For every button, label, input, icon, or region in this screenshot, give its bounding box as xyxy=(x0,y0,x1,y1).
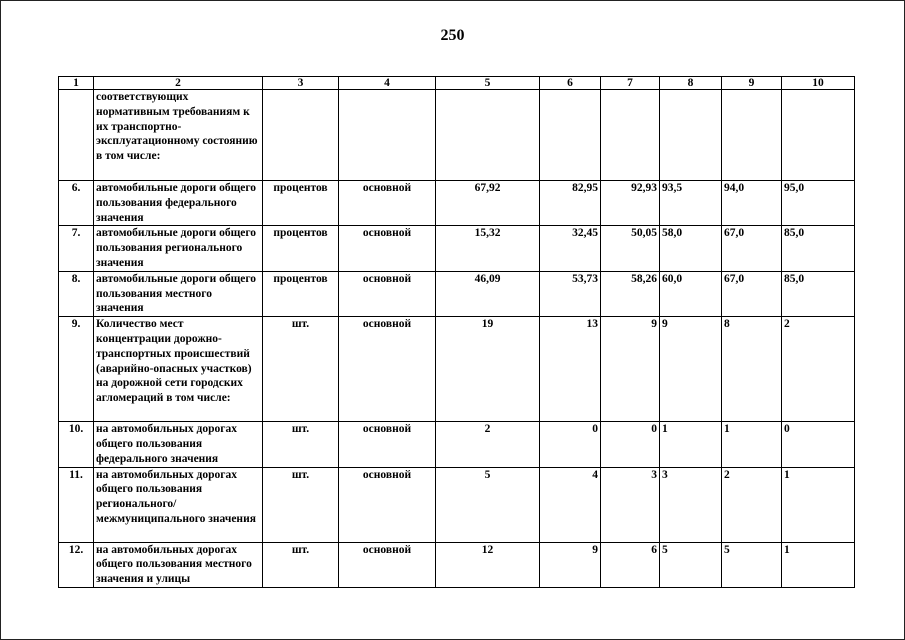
row-number: 9. xyxy=(59,317,94,422)
col-header: 9 xyxy=(722,77,782,90)
unit-cell: процентов xyxy=(263,181,339,226)
type-cell: основной xyxy=(339,422,436,467)
row-number: 11. xyxy=(59,467,94,542)
value-cell: 93,5 xyxy=(660,181,722,226)
value-cell: 3 xyxy=(601,467,660,542)
table-cell xyxy=(722,90,782,181)
value-cell: 58,0 xyxy=(660,226,722,271)
value-cell: 0 xyxy=(540,422,601,467)
table-cell xyxy=(540,90,601,181)
table-cell xyxy=(436,90,540,181)
value-cell: 67,0 xyxy=(722,271,782,316)
value-cell: 5 xyxy=(436,467,540,542)
value-cell: 5 xyxy=(722,542,782,587)
col-header: 3 xyxy=(263,77,339,90)
unit-cell: процентов xyxy=(263,226,339,271)
indicators-table xyxy=(58,76,855,588)
value-cell: 4 xyxy=(540,467,601,542)
col-header: 10 xyxy=(782,77,855,90)
value-cell: 67,92 xyxy=(436,181,540,226)
value-cell: 85,0 xyxy=(782,226,855,271)
table-row xyxy=(59,226,855,271)
value-cell: 1 xyxy=(722,422,782,467)
indicator-name: автомобильные дороги общего пользования регионального значения xyxy=(94,226,263,271)
table-cell xyxy=(782,90,855,181)
unit-cell: шт. xyxy=(263,467,339,542)
type-cell: основной xyxy=(339,317,436,422)
col-header: 8 xyxy=(660,77,722,90)
value-cell: 2 xyxy=(722,467,782,542)
value-cell: 12 xyxy=(436,542,540,587)
value-cell: 53,73 xyxy=(540,271,601,316)
value-cell: 6 xyxy=(601,542,660,587)
indicator-name: на автомобильных дорогах общего пользования местного значения и улицы xyxy=(94,542,263,587)
col-header: 4 xyxy=(339,77,436,90)
table-row xyxy=(59,467,855,542)
table-row xyxy=(59,90,855,181)
row-number: 12. xyxy=(59,542,94,587)
indicator-name: автомобильные дороги общего пользования местного значения xyxy=(94,271,263,316)
table-row xyxy=(59,317,855,422)
row-number: 10. xyxy=(59,422,94,467)
value-cell: 95,0 xyxy=(782,181,855,226)
row-number: 7. xyxy=(59,226,94,271)
value-cell: 2 xyxy=(782,317,855,422)
value-cell: 19 xyxy=(436,317,540,422)
value-cell: 50,05 xyxy=(601,226,660,271)
value-cell: 58,26 xyxy=(601,271,660,316)
table-cell xyxy=(601,90,660,181)
value-cell: 2 xyxy=(436,422,540,467)
col-header: 7 xyxy=(601,77,660,90)
value-cell: 15,32 xyxy=(436,226,540,271)
indicator-name: на автомобильных дорогах общего пользования федерального значения xyxy=(94,422,263,467)
value-cell: 60,0 xyxy=(660,271,722,316)
table-row xyxy=(59,181,855,226)
value-cell: 5 xyxy=(660,542,722,587)
col-header: 2 xyxy=(94,77,263,90)
value-cell: 94,0 xyxy=(722,181,782,226)
value-cell: 13 xyxy=(540,317,601,422)
page-number: 250 xyxy=(440,27,465,44)
value-cell: 85,0 xyxy=(782,271,855,316)
value-cell: 9 xyxy=(660,317,722,422)
value-cell: 1 xyxy=(782,542,855,587)
value-cell: 46,09 xyxy=(436,271,540,316)
value-cell: 1 xyxy=(660,422,722,467)
indicator-name: Количество мест концентрации дорожно-транспортных происшествий (аварийно-опасных участков) на дорожной сети городских агломераций в том числе: xyxy=(94,317,263,422)
value-cell: 9 xyxy=(601,317,660,422)
header-row xyxy=(59,77,855,90)
table-cell xyxy=(660,90,722,181)
continuation-text: соответствующих нормативным требованиям к их транспортно-эксплуатационному состоянию в том числе: xyxy=(94,90,263,181)
row-number: 6. xyxy=(59,181,94,226)
row-number xyxy=(59,90,94,181)
type-cell: основной xyxy=(339,271,436,316)
indicator-name: на автомобильных дорогах общего пользования регионального/ межмуниципального значения xyxy=(94,467,263,542)
table-row xyxy=(59,422,855,467)
type-cell: основной xyxy=(339,467,436,542)
value-cell: 8 xyxy=(722,317,782,422)
unit-cell: шт. xyxy=(263,317,339,422)
value-cell: 92,93 xyxy=(601,181,660,226)
indicator-name: автомобильные дороги общего пользования федерального значения xyxy=(94,181,263,226)
table-cell xyxy=(263,90,339,181)
value-cell: 3 xyxy=(660,467,722,542)
value-cell: 67,0 xyxy=(722,226,782,271)
type-cell: основной xyxy=(339,181,436,226)
col-header: 1 xyxy=(59,77,94,90)
value-cell: 0 xyxy=(782,422,855,467)
type-cell: основной xyxy=(339,226,436,271)
type-cell: основной xyxy=(339,542,436,587)
table-cell xyxy=(339,90,436,181)
value-cell: 32,45 xyxy=(540,226,601,271)
value-cell: 9 xyxy=(540,542,601,587)
value-cell: 1 xyxy=(782,467,855,542)
value-cell: 0 xyxy=(601,422,660,467)
unit-cell: шт. xyxy=(263,422,339,467)
unit-cell: шт. xyxy=(263,542,339,587)
col-header: 6 xyxy=(540,77,601,90)
value-cell: 82,95 xyxy=(540,181,601,226)
col-header: 5 xyxy=(436,77,540,90)
table-row xyxy=(59,542,855,587)
unit-cell: процентов xyxy=(263,271,339,316)
row-number: 8. xyxy=(59,271,94,316)
table-row xyxy=(59,271,855,316)
